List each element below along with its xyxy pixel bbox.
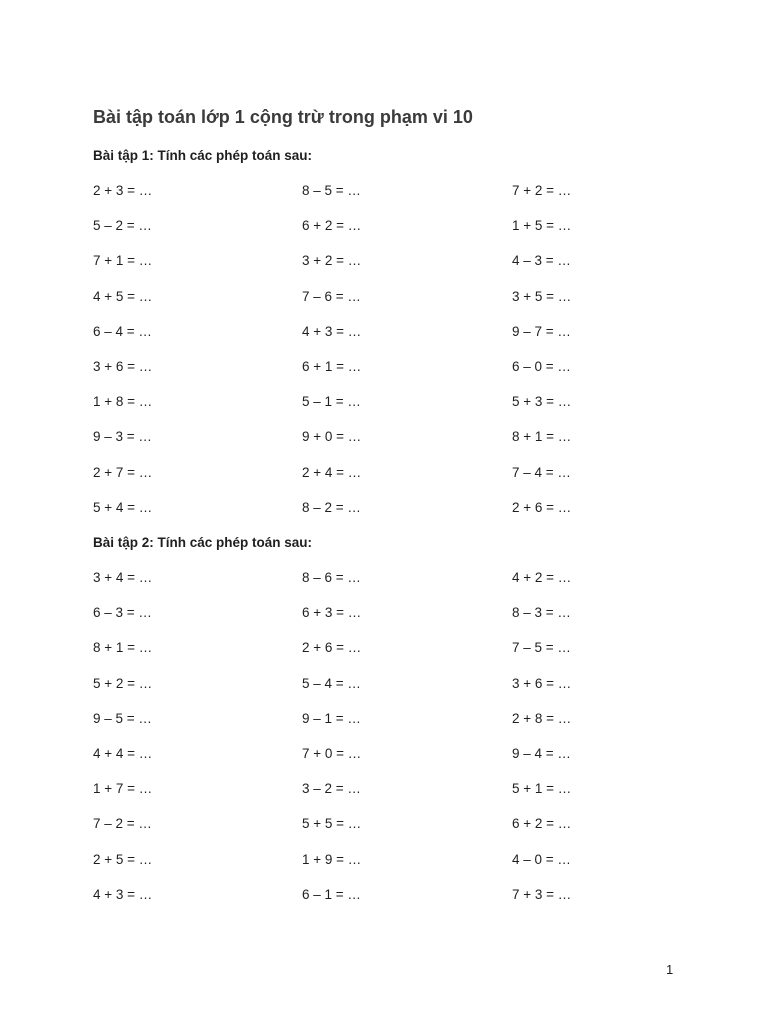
math-problem: 9 – 3 = … [93, 429, 152, 445]
problem-row [93, 674, 733, 709]
math-problem: 3 – 2 = … [302, 781, 361, 797]
math-problem: 3 + 6 = … [93, 358, 153, 374]
exercise-1-heading: Bài tập 1: Tính các phép toán sau: [93, 148, 313, 163]
problem-row [93, 744, 733, 779]
problem-row [93, 357, 733, 392]
problem-row [93, 498, 733, 533]
math-problem: 8 – 2 = … [302, 499, 361, 515]
math-problem: 8 + 1 = … [512, 429, 572, 445]
math-problem: 7 + 2 = … [512, 183, 572, 198]
math-problem: 4 + 2 = … [512, 570, 572, 585]
problem-row [93, 885, 733, 920]
math-problem: 2 + 3 = … [93, 183, 153, 198]
math-problem: 6 – 0 = … [512, 358, 571, 374]
math-problem: 7 – 2 = … [93, 816, 152, 832]
problem-row [93, 427, 733, 462]
math-problem: 3 + 2 = … [302, 253, 362, 269]
math-problem: 5 + 3 = … [512, 394, 572, 410]
math-problem: 6 + 2 = … [302, 218, 362, 234]
math-problem: 1 + 9 = … [302, 851, 362, 867]
problem-row [93, 181, 733, 216]
math-problem: 2 + 6 = … [302, 640, 362, 656]
math-problem: 9 – 7 = … [512, 323, 571, 339]
document-title: Bài tập toán lớp 1 cộng trừ trong phạm vi 10 [93, 107, 473, 127]
math-problem: 2 + 4 = … [302, 464, 362, 480]
math-problem: 5 + 5 = … [302, 816, 362, 832]
problem-row [93, 603, 733, 638]
math-problem: 3 + 5 = … [512, 288, 572, 304]
math-problem: 7 + 0 = … [302, 745, 362, 761]
math-problem: 2 + 6 = … [512, 499, 572, 515]
problem-row [93, 251, 733, 286]
math-problem: 5 – 4 = … [302, 675, 361, 691]
math-problem: 9 – 1 = … [302, 710, 361, 726]
math-problem: 3 + 6 = … [512, 675, 572, 691]
math-problem: 8 – 3 = … [512, 605, 571, 621]
problem-row [93, 568, 733, 603]
problem-row [93, 463, 733, 498]
problem-row [93, 392, 733, 427]
math-problem: 1 + 7 = … [93, 781, 153, 797]
problem-row [93, 216, 733, 251]
problem-row [93, 709, 733, 744]
math-problem: 4 + 3 = … [93, 886, 153, 902]
math-problem: 7 + 1 = … [93, 253, 153, 269]
problem-row [93, 638, 733, 673]
math-problem: 3 + 4 = … [93, 570, 153, 585]
math-problem: 9 – 5 = … [93, 710, 152, 726]
math-problem: 4 + 5 = … [93, 288, 153, 304]
math-problem: 7 + 3 = … [512, 886, 572, 902]
math-problem: 2 + 7 = … [93, 464, 153, 480]
math-problem: 4 + 4 = … [93, 745, 153, 761]
math-problem: 8 + 1 = … [93, 640, 153, 656]
page-number: 1 [666, 962, 674, 977]
math-problem: 6 – 3 = … [93, 605, 152, 621]
math-problem: 4 – 0 = … [512, 851, 571, 867]
exercise-2-heading: Bài tập 2: Tính các phép toán sau: [93, 535, 313, 550]
math-problem: 6 + 3 = … [302, 605, 362, 621]
math-problem: 4 + 3 = … [302, 323, 362, 339]
math-problem: 5 + 2 = … [93, 675, 153, 691]
math-problem: 7 – 5 = … [512, 640, 571, 656]
math-problem: 6 – 4 = … [93, 323, 152, 339]
math-problem: 6 + 2 = … [512, 816, 572, 832]
math-problem: 7 – 6 = … [302, 288, 361, 304]
exercise-2-problems [93, 568, 733, 920]
math-problem: 5 + 4 = … [93, 499, 153, 515]
problem-row [93, 814, 733, 849]
math-problem: 5 + 1 = … [512, 781, 572, 797]
math-problem: 1 + 8 = … [93, 394, 153, 410]
math-problem: 7 – 4 = … [512, 464, 571, 480]
math-problem: 6 – 1 = … [302, 886, 361, 902]
problem-row [93, 287, 733, 322]
math-problem: 5 – 2 = … [93, 218, 152, 234]
problem-row [93, 850, 733, 885]
math-problem: 2 + 8 = … [512, 710, 572, 726]
math-problem: 2 + 5 = … [93, 851, 153, 867]
math-problem: 9 – 4 = … [512, 745, 571, 761]
exercise-1-problems [93, 181, 733, 533]
math-problem: 9 + 0 = … [302, 429, 362, 445]
math-problem: 4 – 3 = … [512, 253, 571, 269]
problem-row [93, 779, 733, 814]
math-problem: 6 + 1 = … [302, 358, 362, 374]
math-problem: 8 – 5 = … [302, 183, 361, 198]
math-problem: 5 – 1 = … [302, 394, 361, 410]
math-problem: 1 + 5 = … [512, 218, 572, 234]
problem-row [93, 322, 733, 357]
math-problem: 8 – 6 = … [302, 570, 361, 585]
